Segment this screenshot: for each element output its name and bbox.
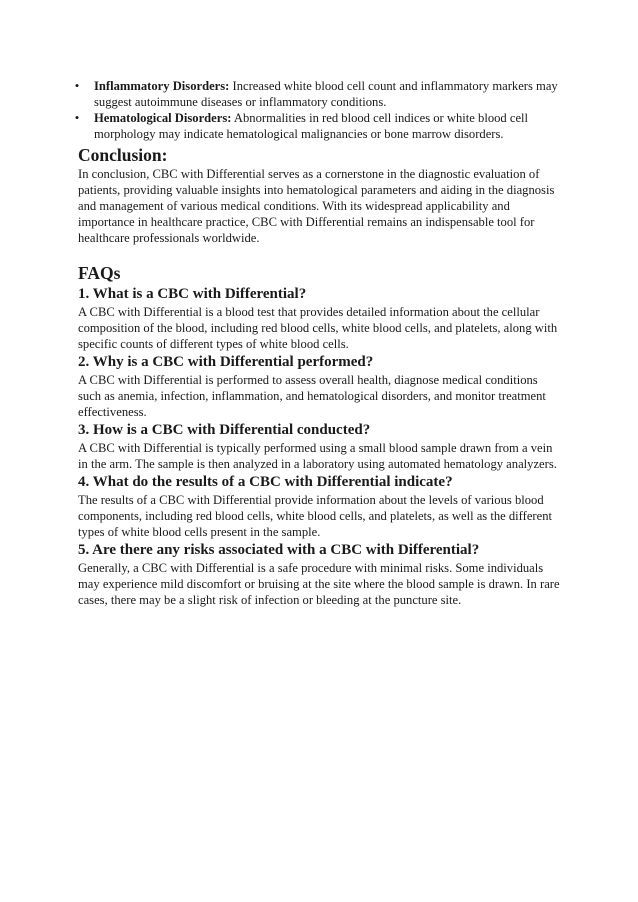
faqs-heading: FAQs [78, 263, 121, 283]
faq-question: 3. How is a CBC with Differential conducted? [78, 422, 371, 438]
conclusion-body: In conclusion, CBC with Differential serves as a cornerstone in the diagnostic evaluation of patients, providing valuable insights into hematological parameters and aiding in the diagnosis and management of various medical conditions. With its widespread applicability and importance in healthcare practice, CBC with Differential remains an indispensable tool for healthcare professionals worldwide. [78, 167, 555, 245]
bullet-term: Hematological Disorders: [94, 111, 232, 125]
bullet-list [74, 78, 562, 142]
bullet-icon: • [74, 78, 80, 93]
list-item [74, 110, 562, 142]
faq-answer: A CBC with Differential is performed to assess overall health, diagnose medical conditions such as anemia, infection, inflammation, and hematological disorders, and monitor treatment effectiveness. [78, 373, 546, 419]
faq-answer: The results of a CBC with Differential provide information about the levels of various blood components, including red blood cells, white blood cells, and platelets, as well as the different types of white blood cells present in the sample. [78, 493, 553, 539]
bullet-text: Increased white blood cell count and inflammatory markers may suggest autoimmune diseases or inflammatory conditions. [94, 79, 558, 109]
conclusion-heading: Conclusion: [78, 145, 168, 165]
bullet-text: Abnormalities in red blood cell indices or white blood cell morphology may indicate hematological malignancies or bone marrow disorders. [94, 111, 529, 141]
faq-answer: A CBC with Differential is a blood test that provides detailed information about the cellular composition of the blood, including red blood cells, white blood cells, and platelets, along with specific counts of different types of white blood cells. [78, 305, 558, 351]
bullet-term: Inflammatory Disorders: [94, 79, 230, 93]
faq-question: 2. Why is a CBC with Differential performed? [78, 354, 374, 370]
faq-question: 1. What is a CBC with Differential? [78, 286, 307, 302]
faq-answer: A CBC with Differential is typically performed using a small blood sample drawn from a vein in the arm. The sample is then analyzed in a laboratory using automated hematology analyzers. [78, 441, 557, 471]
bullet-icon: • [74, 110, 80, 125]
faq-question: 5. Are there any risks associated with a CBC with Differential? [78, 542, 480, 558]
document-page [74, 78, 562, 608]
faq-question: 4. What do the results of a CBC with Differential indicate? [78, 474, 453, 490]
list-item [74, 78, 562, 110]
faq-answer: Generally, a CBC with Differential is a safe procedure with minimal risks. Some individuals may experience mild discomfort or bruising at the site where the blood sample is drawn. In rare cases, there may be a slight risk of infection or bleeding at the puncture site. [78, 561, 560, 607]
